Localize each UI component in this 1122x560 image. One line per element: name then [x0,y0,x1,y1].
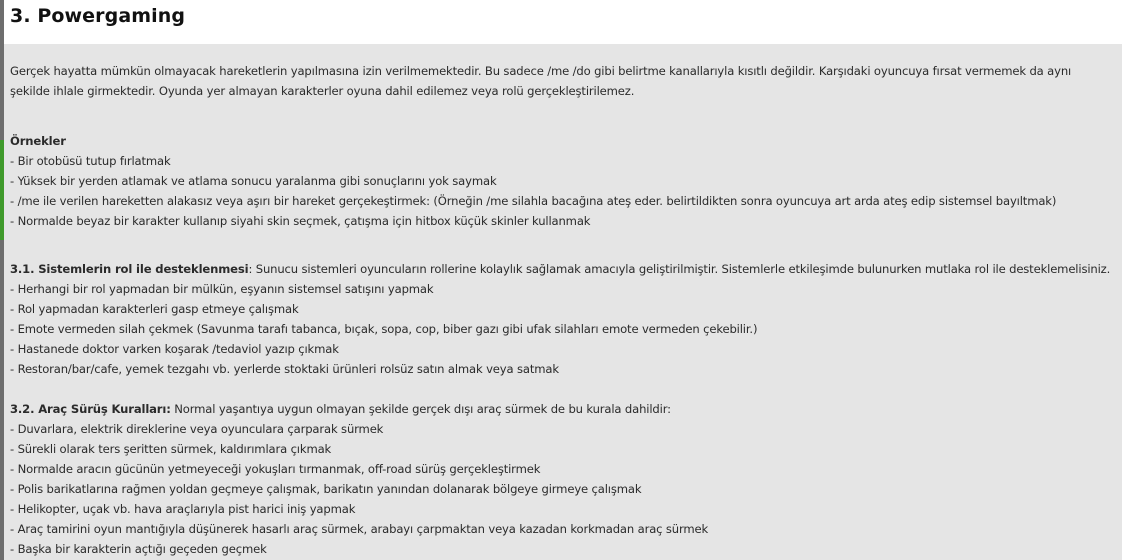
page-header [4,0,1122,44]
list-item: - Duvarlara, elektrik direklerine veya oyunculara çarparak sürmek [10,422,384,436]
list-item: - Normalde beyaz bir karakter kullanıp siyahi skin seçmek, çatışma için hitbox küçük skinler kullanmak [10,214,591,228]
page-title: 3. Powergaming [10,5,186,27]
list-item: - Emote vermeden silah çekmek (Savunma tarafı tabanca, bıçak, sopa, cop, biber gazı gibi ufak silahları emote vermeden çekebilir.) [10,322,758,336]
list-item: - Hastanede doktor varken koşarak /tedaviol yazıp çıkmak [10,342,339,356]
section-32-text: Normal yaşantıya uygun olmayan şekilde gerçek dışı araç sürmek de bu kurala dahildir: [170,402,671,416]
intro-line: Gerçek hayatta mümkün olmayacak hareketlerin yapılmasına izin verilmemektedir. Bu sadece /me /do gibi belirtme kanallarıyla kısıtlı değildir. Karşıdaki oyuncuya fırsat vermemek da aynı [10,64,1072,78]
list-item: - Sürekli olarak ters şeritten sürmek, kaldırımlara çıkmak [10,442,332,456]
section-31-text: : Sunucu sistemleri oyuncuların rollerine kolaylık sağlamak amacıyla geliştirilmiştir. Sistemlerle etkileşimde bulunurken mutlaka rol ile desteklemelisiniz. [248,262,1111,276]
list-item: - Normalde aracın gücünün yetmeyeceği yokuşları tırmanmak, off-road sürüş gerçekleştirmek [10,462,541,476]
list-item: - Bir otobüsü tutup fırlatmak [10,154,171,168]
section-31-intro [10,259,1110,279]
list-item: - Restoran/bar/cafe, yemek tezgahı vb. yerlerde stoktaki ürünleri rolsüz satın almak veya satmak [10,362,559,376]
rules-content [4,44,1122,560]
list-item: - Rol yapmadan karakterleri gasp etmeye çalışmak [10,302,299,316]
list-item: - Helikopter, uçak vb. hava araçlarıyla pist harici iniş yapmak [10,502,356,516]
list-item: - /me ile verilen hareketten alakasız veya aşırı bir hareket gerçekeştirmek: (Örneğin /me silahla bacağına ateş eder. belirtildikten sonra oyuncuya art arda ateş edip sistemsel bayıltmak) [10,194,1057,208]
section-31-heading: 3.1. Sistemlerin rol ile desteklenmesi [10,262,249,276]
list-item: - Polis barikatlarına rağmen yoldan geçmeye çalışmak, barikatın yanından dolanarak bölgeye girmeye çalışmak [10,482,642,496]
list-item: - Yüksek bir yerden atlamak ve atlama sonucu yaralanma gibi sonuçlarını yok saymak [10,174,497,188]
section-32-intro [10,399,671,419]
list-item: - Araç tamirini oyun mantığıyla düşünerek hasarlı araç sürmek, arabayı çarpmaktan veya kazadan korkmadan araç sürmek [10,522,709,536]
examples-heading: Örnekler [10,134,66,148]
section-32-heading: 3.2. Araç Sürüş Kuralları: [10,402,171,416]
intro-line: şekilde ihlale girmektedir. Oyunda yer almayan karakterler oyuna dahil edilemez veya rolü gerçekleştirilemez. [10,84,635,98]
list-item: - Başka bir karakterin açtığı geçeden geçmek [10,542,267,556]
list-item: - Herhangi bir rol yapmadan bir mülkün, eşyanın sistemsel satışını yapmak [10,282,434,296]
